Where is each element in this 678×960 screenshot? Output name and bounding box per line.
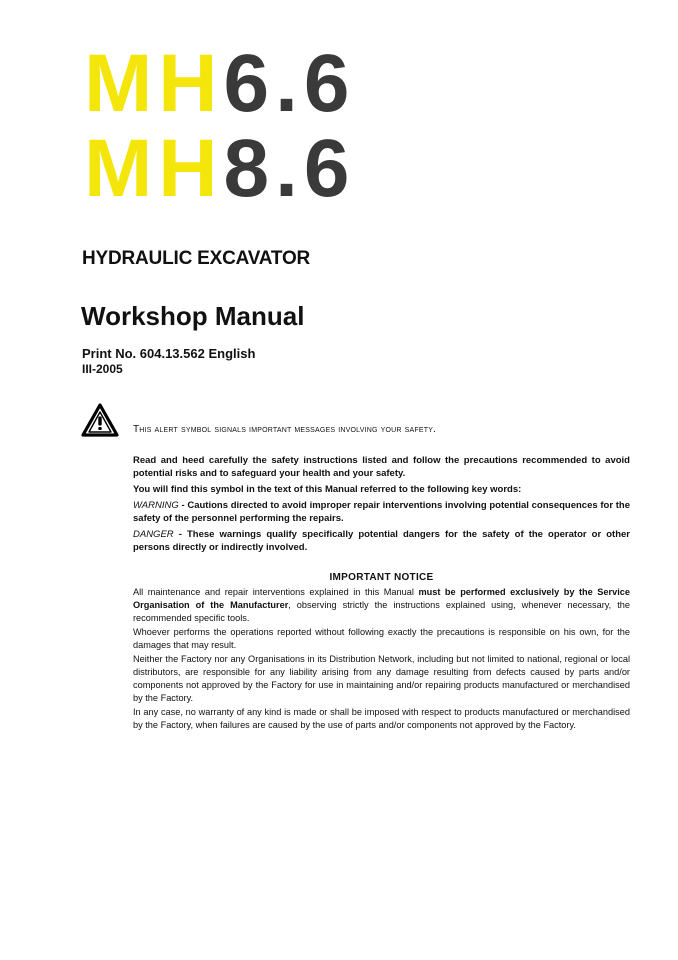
notice-paragraph-4: In any case, no warranty of any kind is made or shall be imposed with respect to products manufactured or merchandised by the Factory, when failures are caused by the use of parts and/or components not approved by the Factory. (133, 707, 630, 730)
notice-p1-bold: must be performed exclusively by the Service Organisation of the Manufacturer (133, 587, 630, 610)
model-number: 6.6 (223, 38, 356, 129)
danger-paragraph (133, 528, 630, 554)
notice-paragraph-2: Whoever performs the operations reported without following exactly the precautions is responsible on his own, for the damages that may result. (133, 627, 630, 650)
machine-type: HYDRAULIC EXCAVATOR (82, 248, 311, 269)
warning-text: - Cautions directed to avoid improper repair interventions involving potential consequences for the safety of the personnel performing the repairs. (133, 500, 630, 524)
print-number: Print No. 604.13.562 English (82, 346, 256, 361)
read-heed-paragraph: Read and heed carefully the safety instructions listed and follow the precautions recommended to avoid potential risks and to safeguard your health and your safety. (133, 455, 630, 479)
warning-paragraph (133, 499, 630, 525)
notice-paragraph-1 (133, 586, 630, 625)
notice-paragraph-3: Neither the Factory nor any Organisations in its Distribution Network, including but not limited to national, regional or local distributors, are responsible for any liability arising from any damage resulting from defects caused by parts and/or components not approved by the Factory for use in maintaining and/or repairing products manufactured or merchandised by the Factory. (133, 654, 630, 703)
model-title-mh86 (84, 123, 356, 214)
danger-text: - These warnings qualify specifically potential dangers for the safety of the operator or other persons directly or indirectly involved. (133, 529, 630, 553)
notice-p1-end: , observing strictly the instructions explained using, whenever necessary, the recommended specific tools. (133, 600, 630, 623)
print-date: III-2005 (82, 362, 123, 376)
danger-label: DANGER (133, 529, 174, 540)
notice-p1-start: All maintenance and repair interventions explained in this Manual (133, 587, 419, 597)
important-notice-heading: IMPORTANT NOTICE (329, 572, 434, 583)
model-number: 8.6 (223, 123, 356, 214)
find-symbol-paragraph: You will find this symbol in the text of this Manual referred to the following key words: (133, 484, 522, 495)
document-title: Workshop Manual (81, 301, 305, 331)
safety-intro (133, 454, 630, 557)
important-notice-body (133, 586, 630, 733)
safety-alert-line: This alert symbol signals important messages involving your safety. (133, 424, 437, 435)
model-title-mh66 (84, 38, 356, 129)
model-prefix: MH (84, 123, 224, 214)
warning-triangle-icon (81, 403, 119, 437)
model-prefix: MH (84, 38, 224, 129)
warning-label: WARNING (133, 500, 179, 511)
